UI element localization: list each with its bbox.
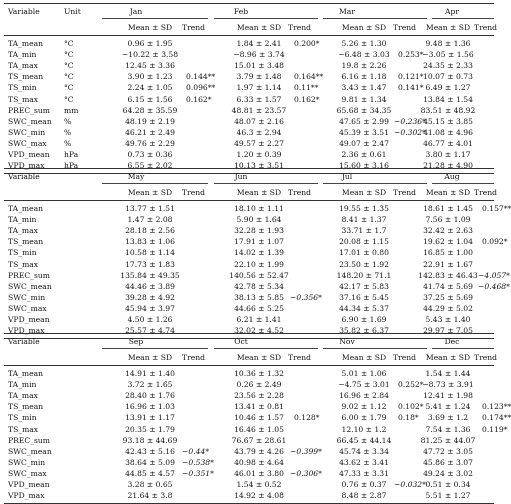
mean-sd-cell: 46.21 ± 2.49 xyxy=(125,127,175,137)
mean-sd-cell: −6.48 ± 3.03 xyxy=(338,50,390,60)
mean-sd-cell: 0.26 ± 2.49 xyxy=(236,380,282,390)
trend-header: Trend xyxy=(182,23,205,32)
mean-sd-cell: 2.36 ± 0.61 xyxy=(341,150,387,159)
mean-sd-cell: 10.07 ± 0.73 xyxy=(423,72,473,82)
trend-cell: 0.141* xyxy=(398,83,424,93)
mean-sd-cell: 19.62 ± 1.04 xyxy=(423,237,473,247)
variable-name: VPD_mean xyxy=(8,150,50,159)
section-bottom-rule xyxy=(4,338,494,339)
mean-sd-cell: 9.48 ± 1.36 xyxy=(425,39,471,48)
mean-sd-cell: 21.64 ± 3.8 xyxy=(127,491,173,501)
mean-sd-cell: 76.67 ± 28.61 xyxy=(231,435,287,445)
mean-sd-header: Mean ± SD xyxy=(341,353,387,362)
mean-sd-cell: 47.65 ± 2.99 xyxy=(339,116,389,126)
mean-sd-cell: 6.33 ± 1.57 xyxy=(236,94,282,104)
variable-name: TA_mean xyxy=(8,204,44,213)
mean-sd-cell: 41.08 ± 4.96 xyxy=(423,127,473,137)
mean-sd-cell: 47.72 ± 3.05 xyxy=(423,446,473,456)
variable-name: TS_max xyxy=(8,94,39,104)
trend-header: Trend xyxy=(474,23,497,32)
variable-name: TS_min xyxy=(8,248,37,258)
unit-cell: % xyxy=(64,127,72,137)
month-header: Jan xyxy=(129,7,143,16)
month-underline xyxy=(214,183,318,184)
month-underline xyxy=(323,183,427,184)
mean-sd-cell: 25.57 ± 4.74 xyxy=(125,326,175,336)
mean-sd-cell: 1.20 ± 0.39 xyxy=(236,150,282,159)
mean-sd-cell: 6.55 ± 2.02 xyxy=(127,161,173,171)
mean-sd-cell: 16.96 ± 2.84 xyxy=(339,391,389,401)
month-header: Mar xyxy=(339,7,355,16)
mean-sd-cell: 5.90 ± 1.64 xyxy=(236,215,282,225)
month-header: Aug xyxy=(444,172,460,181)
variable-name: VPD_mean xyxy=(8,315,50,324)
mean-sd-header: Mean ± SD xyxy=(236,188,282,197)
trend-cell: −4.057* xyxy=(478,270,510,280)
variable-name: SWC_max xyxy=(8,138,47,148)
mean-sd-cell: 2.24 ± 1.05 xyxy=(127,83,173,93)
variable-header: Variable xyxy=(8,172,40,181)
mean-sd-header: Mean ± SD xyxy=(341,188,387,197)
variable-name: TA_max xyxy=(8,391,38,401)
mean-sd-cell: 29.97 ± 7.05 xyxy=(423,326,473,336)
mean-sd-cell: 38.13 ± 5.85 xyxy=(234,292,284,302)
month-underline xyxy=(432,18,494,19)
month-header: Jul xyxy=(341,172,353,181)
trend-cell: 0.11** xyxy=(294,83,319,93)
unit-cell: °C xyxy=(64,61,74,71)
mean-sd-cell: 5.43 ± 1.40 xyxy=(425,315,471,324)
variable-name: TA_min xyxy=(8,380,37,390)
header-rule xyxy=(4,200,494,201)
mean-sd-cell: 13.91 ± 1.17 xyxy=(125,413,175,423)
unit-cell: °C xyxy=(64,83,74,93)
variable-name: TA_min xyxy=(8,215,37,225)
section-top-rule xyxy=(4,168,494,169)
mean-sd-cell: 44.46 ± 3.89 xyxy=(125,281,175,291)
mean-sd-cell: 46.77 ± 4.01 xyxy=(423,138,473,148)
mean-sd-cell: 44.66 ± 5.25 xyxy=(234,303,284,313)
mean-sd-cell: 142.83 ± 46.43 xyxy=(418,270,478,280)
variable-name: VPD_mean xyxy=(8,480,50,489)
mean-sd-cell: 32.42 ± 2.63 xyxy=(423,226,473,236)
variable-name: SWC_min xyxy=(8,457,46,467)
mean-sd-cell: 81.25 ± 44.07 xyxy=(420,435,476,445)
variable-name: TA_min xyxy=(8,50,37,60)
mean-sd-cell: 41.74 ± 5.69 xyxy=(423,281,473,291)
mean-sd-cell: 6.16 ± 1.18 xyxy=(341,72,387,82)
month-underline xyxy=(102,18,208,19)
mean-sd-cell: 19.55 ± 1.35 xyxy=(339,204,389,213)
mean-sd-cell: 14.91 ± 1.40 xyxy=(125,369,175,378)
mean-sd-cell: 3.69 ± 1.2 xyxy=(427,413,469,423)
unit-cell: hPa xyxy=(64,150,79,159)
mean-sd-header: Mean ± SD xyxy=(236,23,282,32)
mean-sd-cell: 42.43 ± 5.16 xyxy=(125,446,175,456)
mean-sd-cell: 9.02 ± 1.12 xyxy=(341,402,387,412)
mean-sd-cell: 17.91 ± 1.07 xyxy=(234,237,284,247)
mean-sd-cell: 35.82 ± 6.37 xyxy=(339,326,389,336)
mean-sd-cell: 0.76 ± 0.37 xyxy=(341,480,387,489)
mean-sd-cell: 49.24 ± 3.02 xyxy=(423,468,473,478)
section-bottom-rule xyxy=(4,173,494,174)
mean-sd-cell: 0.96 ± 1.95 xyxy=(127,39,173,48)
unit-cell: hPa xyxy=(64,161,79,171)
mean-sd-cell: 10.13 ± 3.51 xyxy=(234,161,284,171)
trend-header: Trend xyxy=(182,188,205,197)
trend-cell: −0.302* xyxy=(394,127,426,137)
trend-cell: 0.174** xyxy=(482,413,511,423)
trend-cell: −0.306* xyxy=(290,468,322,478)
variable-name: SWC_min xyxy=(8,127,46,137)
month-underline xyxy=(214,348,318,349)
mean-sd-cell: 93.18 ± 44.69 xyxy=(122,435,178,445)
trend-cell: −0.351* xyxy=(182,468,214,478)
trend-cell: 0.200* xyxy=(294,39,320,48)
mean-sd-cell: 3.72 ± 1.65 xyxy=(127,380,173,390)
mean-sd-cell: 3.80 ± 1.17 xyxy=(425,150,471,159)
header-rule xyxy=(4,35,494,36)
trend-cell: 0.092* xyxy=(482,237,508,247)
variable-name: TA_max xyxy=(8,61,38,71)
mean-sd-cell: 1.47 ± 2.08 xyxy=(127,215,173,225)
mean-sd-cell: 135.84 ± 49.35 xyxy=(120,270,180,280)
variable-name: TS_mean xyxy=(8,72,44,82)
unit-header: Unit xyxy=(64,7,81,16)
variable-name: TS_mean xyxy=(8,402,44,412)
mean-sd-cell: 16.85 ± 1.00 xyxy=(423,248,473,258)
mean-sd-cell: 16.46 ± 1.05 xyxy=(234,424,284,434)
mean-sd-cell: 10.36 ± 1.32 xyxy=(234,369,284,378)
mean-sd-cell: 18.10 ± 1.11 xyxy=(234,204,284,213)
unit-cell: % xyxy=(64,138,72,148)
month-underline xyxy=(432,348,494,349)
trend-cell: 0.162* xyxy=(186,94,212,104)
mean-sd-cell: 28.18 ± 2.56 xyxy=(125,226,175,236)
mean-sd-cell: 42.17 ± 5.83 xyxy=(339,281,389,291)
variable-name: SWC_mean xyxy=(8,281,52,291)
mean-sd-cell: 39.28 ± 4.92 xyxy=(125,292,175,302)
mean-sd-header: Mean ± SD xyxy=(127,353,173,362)
mean-sd-cell: 47.33 ± 3.31 xyxy=(339,468,389,478)
mean-sd-cell: 38.64 ± 5.09 xyxy=(125,457,175,467)
mean-sd-cell: 1.84 ± 2.41 xyxy=(236,39,282,48)
mean-sd-cell: 6.49 ± 1.27 xyxy=(425,83,471,93)
section-top-rule xyxy=(4,3,494,4)
month-header: Feb xyxy=(233,7,249,16)
mean-sd-cell: 3.79 ± 1.48 xyxy=(236,72,282,82)
mean-sd-cell: 19.8 ± 2.26 xyxy=(341,61,387,71)
trend-cell: 0.121* xyxy=(398,72,424,82)
month-header: May xyxy=(127,172,145,181)
mean-sd-cell: 46.3 ± 2.94 xyxy=(236,127,282,137)
variable-name: PREC_sum xyxy=(8,105,50,115)
mean-sd-cell: 4.50 ± 1.26 xyxy=(127,315,173,324)
mean-sd-cell: 0.73 ± 0.36 xyxy=(127,150,173,159)
month-header: Nov xyxy=(339,337,355,346)
trend-cell: −0.236* xyxy=(394,116,426,126)
trend-cell: 0.128* xyxy=(294,413,320,423)
variable-name: SWC_max xyxy=(8,468,47,478)
mean-sd-cell: 49.57 ± 2.27 xyxy=(234,138,284,148)
mean-sd-cell: 43.62 ± 3.41 xyxy=(339,457,389,467)
trend-header: Trend xyxy=(288,353,311,362)
mean-sd-cell: 66.45 ± 44.14 xyxy=(336,435,392,445)
mean-sd-cell: 8.48 ± 2.87 xyxy=(341,491,387,501)
mean-sd-cell: 14.02 ± 1.39 xyxy=(234,248,284,258)
trend-cell: 0.18* xyxy=(398,413,419,423)
trend-header: Trend xyxy=(474,188,497,197)
mean-sd-cell: 44.29 ± 5.02 xyxy=(423,303,473,313)
mean-sd-cell: 32.28 ± 1.93 xyxy=(234,226,284,236)
variable-header: Variable xyxy=(8,337,40,346)
trend-cell: −0.468* xyxy=(478,281,510,291)
mean-sd-cell: 28.40 ± 1.76 xyxy=(125,391,175,401)
unit-cell: °C xyxy=(64,72,74,82)
trend-header: Trend xyxy=(474,353,497,362)
trend-header: Trend xyxy=(393,23,416,32)
variable-header: Variable xyxy=(8,7,40,16)
mean-sd-cell: 45.74 ± 3.34 xyxy=(339,446,389,456)
mean-sd-cell: 0.51 ± 0.34 xyxy=(425,480,471,489)
mean-sd-cell: 44.85 ± 4.57 xyxy=(125,468,175,478)
header-rule xyxy=(4,365,494,366)
mean-sd-cell: 13.84 ± 1.54 xyxy=(423,94,473,104)
month-underline xyxy=(214,18,318,19)
mean-sd-cell: 13.83 ± 1.06 xyxy=(125,237,175,247)
month-underline xyxy=(323,348,427,349)
mean-sd-cell: 44.34 ± 5.37 xyxy=(339,303,389,313)
mean-sd-cell: 33.71 ± 1.7 xyxy=(341,226,387,236)
mean-sd-cell: 22.10 ± 1.99 xyxy=(234,259,284,269)
trend-cell: −0.399* xyxy=(290,446,322,456)
mean-sd-cell: −10.22 ± 3.58 xyxy=(121,50,179,60)
month-header: Oct xyxy=(234,337,248,346)
variable-name: SWC_mean xyxy=(8,116,52,126)
variable-name: SWC_mean xyxy=(8,446,52,456)
trend-header: Trend xyxy=(288,188,311,197)
mean-sd-cell: 46.01 ± 3.80 xyxy=(234,468,284,478)
mean-sd-cell: 5.41 ± 1.24 xyxy=(425,402,471,412)
month-underline xyxy=(323,18,427,19)
mean-sd-cell: 49.07 ± 2.47 xyxy=(339,138,389,148)
trend-cell: 0.157** xyxy=(482,204,511,213)
mean-sd-cell: 12.10 ± 1.2 xyxy=(341,424,387,434)
mean-sd-header: Mean ± SD xyxy=(127,188,173,197)
section-top-rule xyxy=(4,333,494,334)
variable-name: TS_mean xyxy=(8,237,44,247)
month-header: Jun xyxy=(234,172,248,181)
variable-name: TA_max xyxy=(8,226,38,236)
mean-sd-cell: 12.45 ± 3.36 xyxy=(125,61,175,71)
mean-sd-cell: 18.61 ± 1.45 xyxy=(423,204,473,213)
mean-sd-cell: 3.90 ± 1.23 xyxy=(127,72,173,82)
mean-sd-header: Mean ± SD xyxy=(425,188,471,197)
trend-cell: 0.253* xyxy=(398,50,424,60)
mean-sd-cell: 13.41 ± 0.81 xyxy=(234,402,284,412)
trend-cell: 0.123** xyxy=(482,402,511,412)
unit-cell: mm xyxy=(64,105,79,115)
trend-cell: 0.144** xyxy=(186,72,216,82)
trend-cell: 0.252* xyxy=(398,380,424,390)
mean-sd-cell: 48.19 ± 2.19 xyxy=(125,116,175,126)
variable-name: TS_min xyxy=(8,413,37,423)
variable-name: SWC_max xyxy=(8,303,47,313)
mean-sd-cell: 48.07 ± 2.16 xyxy=(234,116,284,126)
variable-name: TS_max xyxy=(8,259,39,269)
mean-sd-header: Mean ± SD xyxy=(236,353,282,362)
mean-sd-cell: 40.98 ± 4.64 xyxy=(234,457,284,467)
mean-sd-cell: 3.28 ± 0.65 xyxy=(127,480,173,489)
mean-sd-cell: 45.15 ± 3.85 xyxy=(423,116,473,126)
variable-name: PREC_sum xyxy=(8,270,50,280)
mean-sd-cell: 8.41 ± 1.37 xyxy=(341,215,387,225)
trend-header: Trend xyxy=(393,188,416,197)
mean-sd-cell: 83.51 ± 48.92 xyxy=(420,105,476,115)
mean-sd-cell: 43.79 ± 4.26 xyxy=(234,446,284,456)
month-underline xyxy=(432,183,494,184)
mean-sd-cell: 6.21 ± 1.41 xyxy=(236,315,282,324)
mean-sd-cell: 5.26 ± 1.30 xyxy=(341,39,387,48)
mean-sd-cell: 6.00 ± 1.79 xyxy=(341,413,387,423)
mean-sd-cell: 65.68 ± 34.35 xyxy=(336,105,392,115)
mean-sd-cell: 1.54 ± 1.44 xyxy=(425,369,471,378)
mean-sd-cell: 37.25 ± 5.69 xyxy=(423,292,473,302)
variable-name: PREC_sum xyxy=(8,435,50,445)
trend-cell: −0.44* xyxy=(182,446,210,456)
mean-sd-cell: 14.92 ± 4.08 xyxy=(234,491,284,501)
variable-name: VPD_max xyxy=(8,326,45,336)
mean-sd-cell: 20.35 ± 1.79 xyxy=(125,424,175,434)
trend-cell: −0.356* xyxy=(290,292,322,302)
mean-sd-cell: 6.90 ± 1.69 xyxy=(341,315,387,324)
mean-sd-header: Mean ± SD xyxy=(425,353,471,362)
trend-header: Trend xyxy=(393,353,416,362)
trend-cell: 0.119* xyxy=(482,424,508,434)
mean-sd-cell: 10.46 ± 1.57 xyxy=(234,413,284,423)
mean-sd-cell: 16.96 ± 1.03 xyxy=(125,402,175,412)
variable-name: VPD_max xyxy=(8,161,45,171)
mean-sd-cell: 64.28 ± 35.59 xyxy=(122,105,178,115)
trend-header: Trend xyxy=(182,353,205,362)
unit-cell: °C xyxy=(64,39,74,48)
month-header: Sep xyxy=(128,337,144,346)
mean-sd-cell: 45.94 ± 3.97 xyxy=(125,303,175,313)
variable-name: TS_max xyxy=(8,424,39,434)
month-header: Dec xyxy=(444,337,460,346)
mean-sd-cell: 23.50 ± 1.92 xyxy=(339,259,389,269)
mean-sd-cell: 32.02 ± 4.52 xyxy=(234,326,284,336)
mean-sd-cell: 1.54 ± 0.52 xyxy=(236,480,282,489)
trend-cell: 0.164** xyxy=(294,72,324,82)
variable-name: VPD_max xyxy=(8,491,45,501)
mean-sd-header: Mean ± SD xyxy=(127,23,173,32)
mean-sd-cell: 15.60 ± 3.16 xyxy=(339,161,389,171)
mean-sd-cell: 13.77 ± 1.51 xyxy=(125,204,175,213)
mean-sd-cell: 45.39 ± 3.51 xyxy=(339,127,389,137)
mean-sd-cell: 148.20 ± 71.1 xyxy=(336,270,392,280)
mean-sd-cell: −4.75 ± 3.01 xyxy=(338,380,390,390)
mean-sd-cell: 3.43 ± 1.47 xyxy=(341,83,387,93)
mean-sd-cell: 140.56 ± 52.47 xyxy=(229,270,289,280)
month-header: Apr xyxy=(445,7,459,16)
mean-sd-cell: 24.35 ± 2.33 xyxy=(423,61,473,71)
variable-name: TS_min xyxy=(8,83,37,93)
mean-sd-cell: 9.81 ± 1.34 xyxy=(341,94,387,104)
trend-cell: −0.538* xyxy=(182,457,214,467)
mean-sd-cell: 23.56 ± 2.28 xyxy=(234,391,284,401)
mean-sd-cell: 5.01 ± 1.06 xyxy=(341,369,387,378)
mean-sd-cell: 1.97 ± 1.14 xyxy=(236,83,282,93)
mean-sd-cell: 22.91 ± 1.67 xyxy=(423,259,473,269)
mean-sd-cell: 42.78 ± 5.34 xyxy=(234,281,284,291)
mean-sd-cell: 7.56 ± 1.09 xyxy=(425,215,471,225)
mean-sd-header: Mean ± SD xyxy=(425,23,471,32)
trend-header: Trend xyxy=(288,23,311,32)
mean-sd-cell: 12.41 ± 1.98 xyxy=(423,391,473,401)
mean-sd-cell: 15.01 ± 3.48 xyxy=(234,61,284,71)
unit-cell: % xyxy=(64,116,72,126)
trend-cell: 0.096** xyxy=(186,83,216,93)
mean-sd-cell: −3.05 ± 1.56 xyxy=(422,50,474,60)
variable-name: TA_mean xyxy=(8,39,44,48)
variable-name: TA_mean xyxy=(8,369,44,378)
mean-sd-cell: 6.15 ± 1.56 xyxy=(127,94,173,104)
mean-sd-cell: −8.96 ± 3.74 xyxy=(233,50,285,60)
mean-sd-cell: 10.58 ± 1.14 xyxy=(125,248,175,258)
mean-sd-cell: 7.54 ± 1.36 xyxy=(425,424,471,434)
month-underline xyxy=(102,183,208,184)
trend-cell: 0.162* xyxy=(294,94,320,104)
mean-sd-cell: 37.16 ± 5.45 xyxy=(339,292,389,302)
mean-sd-cell: 5.51 ± 1.27 xyxy=(425,491,471,501)
mean-sd-cell: 45.86 ± 3.07 xyxy=(423,457,473,467)
unit-cell: °C xyxy=(64,94,74,104)
mean-sd-cell: 17.73 ± 1.83 xyxy=(125,259,175,269)
mean-sd-cell: 49.76 ± 2.29 xyxy=(125,138,175,148)
unit-cell: °C xyxy=(64,50,74,60)
trend-cell: −0.032* xyxy=(394,480,426,489)
month-underline xyxy=(102,348,208,349)
mean-sd-cell: −8.73 ± 3.91 xyxy=(422,380,474,390)
mean-sd-cell: 17.01 ± 0.80 xyxy=(339,248,389,258)
trend-cell: 0.102* xyxy=(398,402,424,412)
mean-sd-header: Mean ± SD xyxy=(341,23,387,32)
mean-sd-cell: 21.28 ± 4.90 xyxy=(423,161,473,171)
variable-name: SWC_min xyxy=(8,292,46,302)
mean-sd-cell: 20.08 ± 1.15 xyxy=(339,237,389,247)
mean-sd-cell: 48.81 ± 23.57 xyxy=(231,105,287,115)
